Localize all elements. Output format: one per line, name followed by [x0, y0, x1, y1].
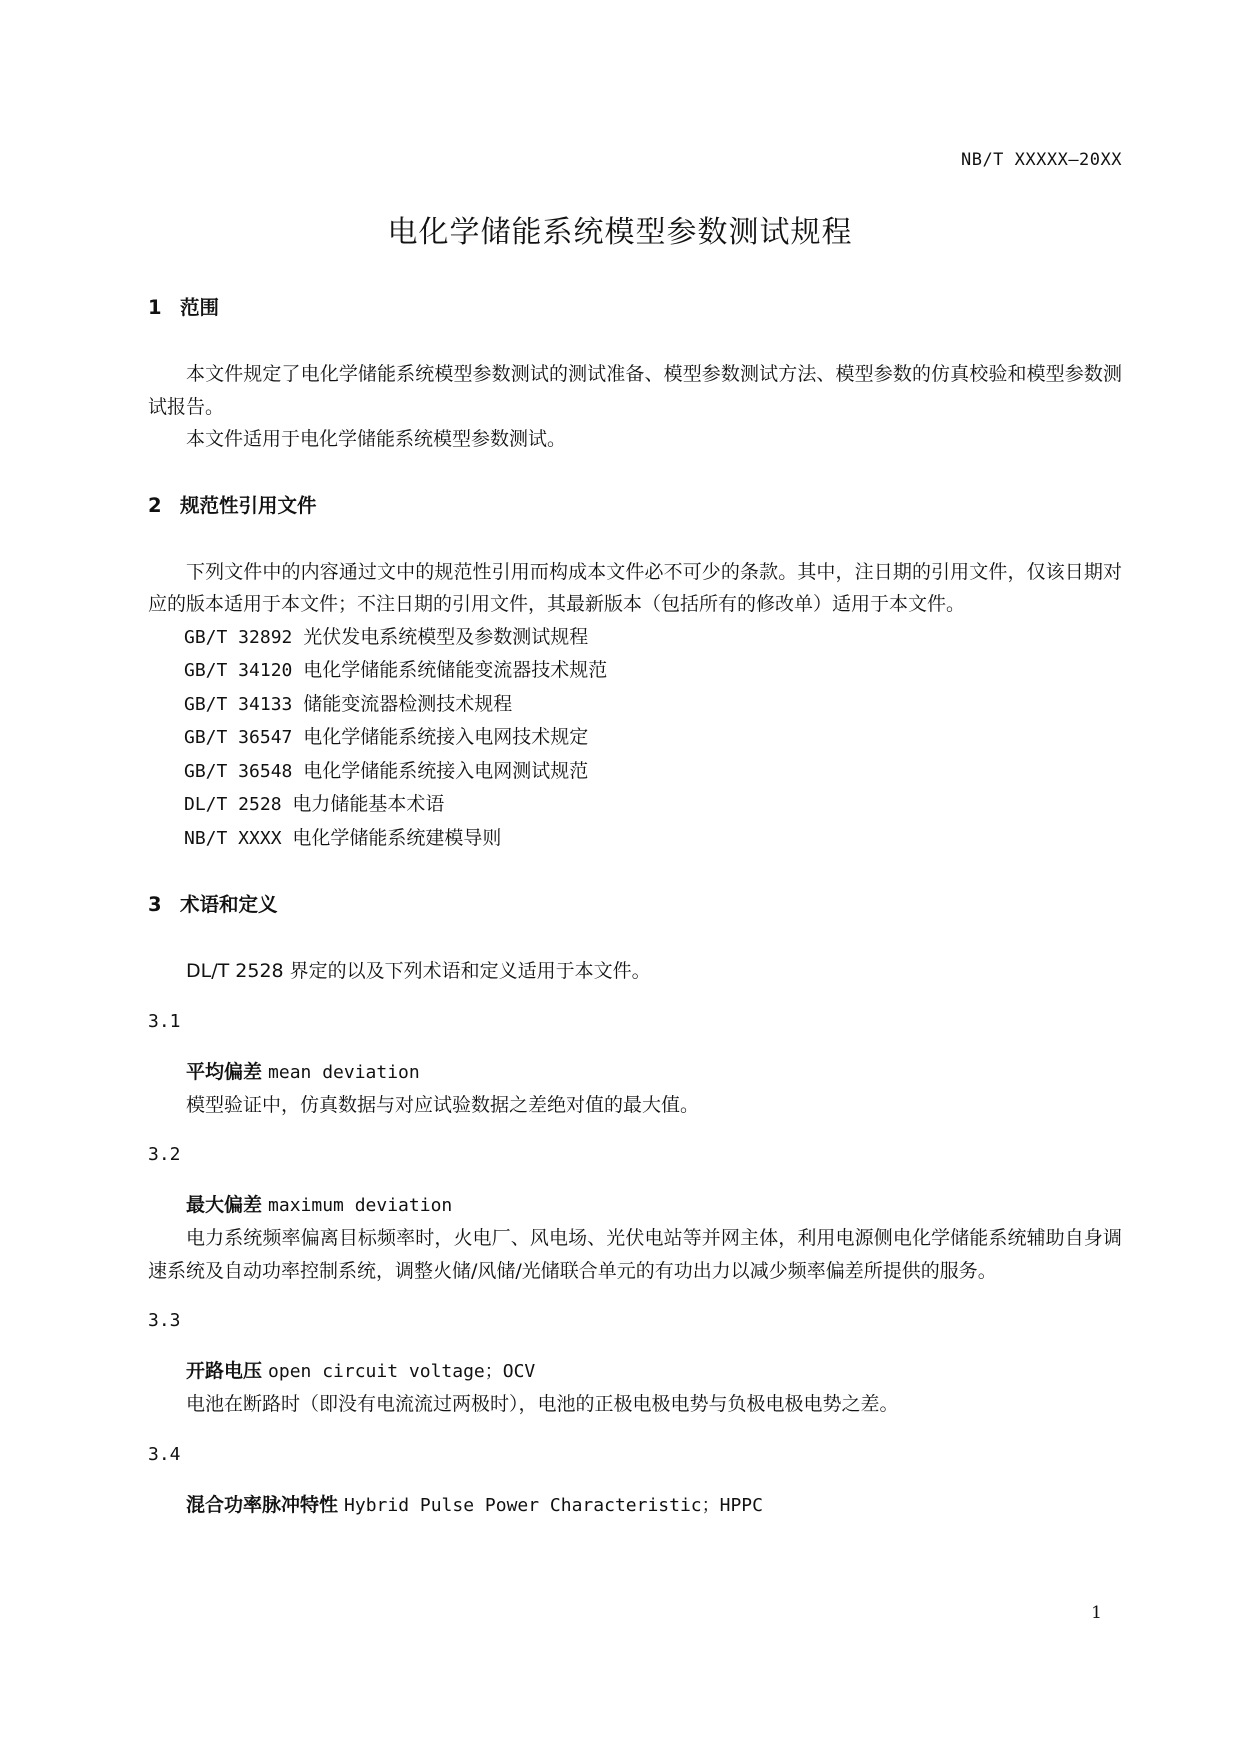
- reference-item: [148, 755, 1122, 789]
- reference-title: 电化学储能系统储能变流器技术规范: [303, 659, 608, 681]
- reference-item: [148, 621, 1122, 655]
- term-name-cn: 混合功率脉冲特性: [186, 1493, 339, 1516]
- reference-code: GB/T 36548: [184, 760, 293, 782]
- reference-item: [148, 654, 1122, 688]
- document-title: 电化学储能系统模型参数测试规程: [387, 215, 853, 250]
- reference-title: 电化学储能系统接入电网技术规定: [303, 726, 589, 748]
- section-number: 2: [148, 493, 162, 517]
- reference-item: [148, 688, 1122, 722]
- term-number: 3.3: [148, 1310, 181, 1331]
- reference-title: 电力储能基本术语: [292, 793, 445, 815]
- paragraph: 本文件规定了电化学储能系统模型参数测试的测试准备、模型参数测试方法、模型参数的仿真校验和模型参数测试报告。: [148, 363, 1122, 418]
- section-title: 规范性引用文件: [180, 493, 317, 517]
- term-name: [148, 1056, 1122, 1089]
- paragraph: 本文件适用于电化学储能系统模型参数测试。: [186, 428, 567, 450]
- reference-item: [148, 788, 1122, 822]
- term-definition: 电力系统频率偏离目标频率时，火电厂、风电场、光伏电站等并网主体，利用电源侧电化学储能系统辅助自身调速系统及自动功率控制系统，调整火储/风储/光储联合单元的有功出力以减少频率偏差所提供的服务。: [148, 1227, 1122, 1282]
- reference-code: GB/T 34120: [184, 660, 293, 681]
- term-name-en: open circuit voltage；OCV: [268, 1361, 536, 1382]
- term-definition: 模型验证中，仿真数据与对应试验数据之差绝对值的最大值。: [186, 1093, 700, 1116]
- term-name: [148, 1489, 1122, 1522]
- reference-title: 电化学储能系统接入电网测试规范: [303, 759, 589, 782]
- section-heading-terms: [148, 889, 1122, 921]
- paragraph: DL/T 2528 界定的以及下列术语和定义适用于本文件。: [186, 960, 651, 982]
- reference-code: GB/T 34133: [184, 693, 293, 715]
- term-name: [148, 1189, 1122, 1222]
- section-number: 1: [148, 296, 162, 319]
- term-number: 3.1: [148, 1010, 181, 1032]
- term-name-cn: 最大偏差: [186, 1194, 263, 1216]
- reference-code: GB/T 36547: [184, 727, 293, 748]
- term-definition: 电池在断路时（即没有电流流过两极时），电池的正极电极电势与负极电极电势之差。: [186, 1393, 899, 1415]
- reference-title: 光伏发电系统模型及参数测试规程: [303, 625, 589, 648]
- term-name-en: mean deviation: [268, 1061, 420, 1083]
- section-heading-normative-references: [148, 490, 1122, 522]
- page-number: 1: [1091, 1603, 1102, 1623]
- section-heading-scope: [148, 292, 1122, 324]
- reference-item: [148, 822, 1122, 856]
- reference-code: GB/T 32892: [184, 626, 293, 648]
- term-number: 3.4: [148, 1443, 181, 1465]
- term-name-en: maximum deviation: [268, 1195, 453, 1216]
- term-name-cn: 开路电压: [186, 1360, 263, 1382]
- document-body: [148, 292, 1122, 1522]
- term-name: [148, 1355, 1122, 1388]
- paragraph: 下列文件中的内容通过文中的规范性引用而构成本文件必不可少的条款。其中，注日期的引用文件，仅该日期对应的版本适用于本文件；不注日期的引用文件，其最新版本（包括所有的修改单）适用于本文件。: [148, 560, 1122, 615]
- term-number: 3.2: [148, 1144, 181, 1165]
- term-name-en: Hybrid Pulse Power Characteristic；HPPC: [344, 1494, 763, 1516]
- section-title: 范围: [180, 296, 220, 319]
- term-name-cn: 平均偏差: [186, 1060, 263, 1083]
- reference-title: 电化学储能系统建模导则: [292, 826, 502, 849]
- reference-code: NB/T XXXX: [184, 827, 282, 849]
- standard-code: NB/T XXXXX—20XX: [960, 150, 1122, 170]
- section-number: 3: [148, 893, 162, 916]
- reference-title: 储能变流器检测技术规程: [303, 692, 513, 715]
- section-title: 术语和定义: [180, 893, 278, 916]
- reference-item: [148, 721, 1122, 755]
- reference-code: DL/T 2528: [184, 794, 282, 815]
